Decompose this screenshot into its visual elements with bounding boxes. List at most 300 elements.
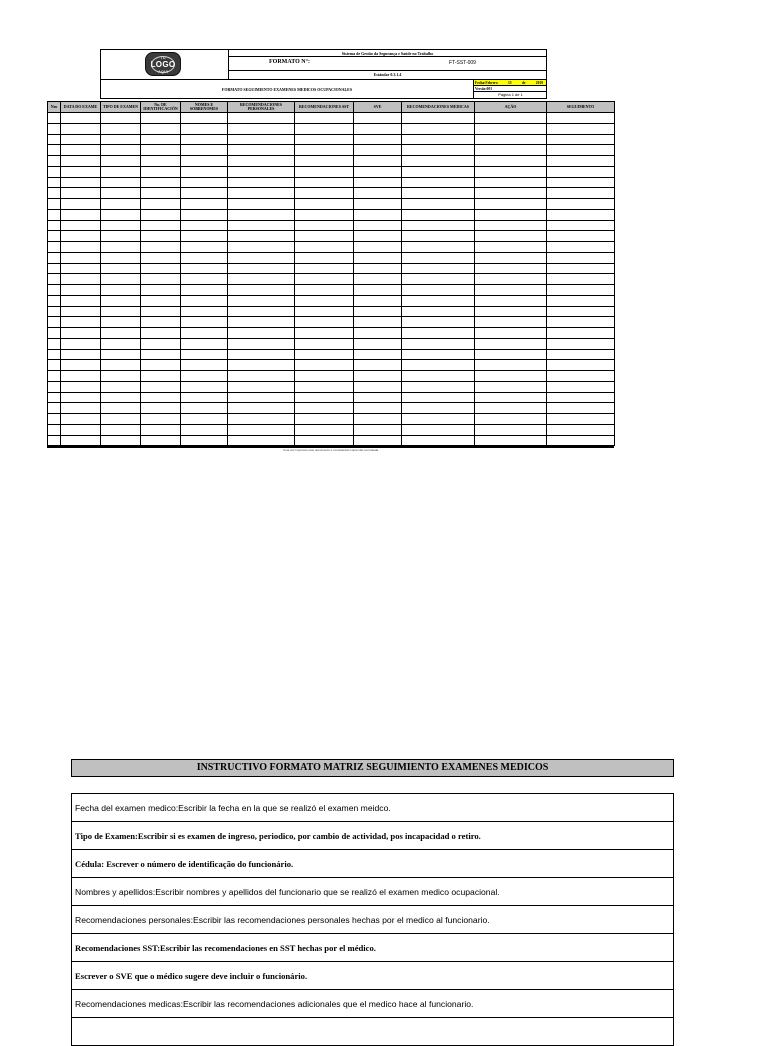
table-cell[interactable] — [101, 209, 141, 220]
table-cell[interactable] — [48, 123, 61, 134]
table-cell[interactable] — [101, 306, 141, 317]
table-cell[interactable] — [354, 414, 402, 425]
table-cell[interactable] — [547, 274, 615, 285]
table-cell[interactable] — [141, 381, 181, 392]
table-cell[interactable] — [228, 166, 295, 177]
table-cell[interactable] — [61, 123, 101, 134]
table-cell[interactable] — [354, 231, 402, 242]
table-cell[interactable] — [295, 199, 354, 210]
table-cell[interactable] — [141, 113, 181, 124]
table-cell[interactable] — [61, 435, 101, 446]
table-cell[interactable] — [61, 209, 101, 220]
table-cell[interactable] — [354, 285, 402, 296]
table-cell[interactable] — [475, 113, 547, 124]
table-cell[interactable] — [48, 209, 61, 220]
table-cell[interactable] — [475, 231, 547, 242]
table-cell[interactable] — [475, 435, 547, 446]
table-cell[interactable] — [141, 134, 181, 145]
table-cell[interactable] — [141, 306, 181, 317]
table-cell[interactable] — [475, 274, 547, 285]
table-cell[interactable] — [295, 156, 354, 167]
table-cell[interactable] — [547, 295, 615, 306]
table-cell[interactable] — [295, 424, 354, 435]
table-cell[interactable] — [101, 338, 141, 349]
table-cell[interactable] — [101, 134, 141, 145]
table-cell[interactable] — [475, 295, 547, 306]
table-cell[interactable] — [475, 145, 547, 156]
table-cell[interactable] — [228, 274, 295, 285]
table-cell[interactable] — [475, 328, 547, 339]
table-cell[interactable] — [141, 435, 181, 446]
table-cell[interactable] — [402, 360, 475, 371]
table-cell[interactable] — [547, 392, 615, 403]
table-cell[interactable] — [48, 414, 61, 425]
table-cell[interactable] — [295, 220, 354, 231]
table-cell[interactable] — [48, 306, 61, 317]
table-cell[interactable] — [61, 177, 101, 188]
table-cell[interactable] — [48, 295, 61, 306]
table-cell[interactable] — [547, 306, 615, 317]
table-cell[interactable] — [354, 381, 402, 392]
table-cell[interactable] — [101, 231, 141, 242]
table-cell[interactable] — [402, 156, 475, 167]
table-cell[interactable] — [475, 177, 547, 188]
table-cell[interactable] — [228, 317, 295, 328]
table-cell[interactable] — [228, 381, 295, 392]
table-cell[interactable] — [48, 145, 61, 156]
table-cell[interactable] — [141, 145, 181, 156]
table-cell[interactable] — [48, 371, 61, 382]
table-cell[interactable] — [228, 295, 295, 306]
table-cell[interactable] — [295, 166, 354, 177]
table-cell[interactable] — [475, 285, 547, 296]
table-cell[interactable] — [48, 231, 61, 242]
table-cell[interactable] — [48, 392, 61, 403]
table-cell[interactable] — [48, 188, 61, 199]
table-cell[interactable] — [402, 199, 475, 210]
table-cell[interactable] — [475, 242, 547, 253]
table-cell[interactable] — [402, 285, 475, 296]
table-cell[interactable] — [295, 274, 354, 285]
table-cell[interactable] — [354, 177, 402, 188]
table-cell[interactable] — [141, 317, 181, 328]
table-cell[interactable] — [228, 371, 295, 382]
table-cell[interactable] — [547, 113, 615, 124]
table-cell[interactable] — [354, 252, 402, 263]
table-cell[interactable] — [141, 414, 181, 425]
table-cell[interactable] — [475, 306, 547, 317]
table-cell[interactable] — [547, 435, 615, 446]
table-cell[interactable] — [141, 285, 181, 296]
table-cell[interactable] — [101, 360, 141, 371]
table-cell[interactable] — [48, 381, 61, 392]
table-cell[interactable] — [48, 199, 61, 210]
table-cell[interactable] — [61, 328, 101, 339]
table-cell[interactable] — [101, 252, 141, 263]
table-cell[interactable] — [181, 414, 228, 425]
table-cell[interactable] — [402, 371, 475, 382]
table-cell[interactable] — [402, 403, 475, 414]
table-cell[interactable] — [402, 338, 475, 349]
table-cell[interactable] — [141, 295, 181, 306]
table-cell[interactable] — [354, 156, 402, 167]
table-cell[interactable] — [547, 242, 615, 253]
table-cell[interactable] — [61, 317, 101, 328]
table-cell[interactable] — [141, 177, 181, 188]
table-cell[interactable] — [228, 338, 295, 349]
table-cell[interactable] — [402, 177, 475, 188]
table-cell[interactable] — [475, 381, 547, 392]
table-cell[interactable] — [101, 123, 141, 134]
table-cell[interactable] — [295, 371, 354, 382]
table-cell[interactable] — [547, 285, 615, 296]
table-cell[interactable] — [228, 263, 295, 274]
table-cell[interactable] — [295, 188, 354, 199]
table-cell[interactable] — [354, 134, 402, 145]
table-cell[interactable] — [101, 392, 141, 403]
table-cell[interactable] — [475, 349, 547, 360]
table-cell[interactable] — [48, 134, 61, 145]
table-cell[interactable] — [228, 134, 295, 145]
table-cell[interactable] — [354, 274, 402, 285]
table-cell[interactable] — [402, 392, 475, 403]
table-cell[interactable] — [295, 242, 354, 253]
table-cell[interactable] — [295, 123, 354, 134]
table-cell[interactable] — [228, 177, 295, 188]
table-cell[interactable] — [181, 263, 228, 274]
table-cell[interactable] — [402, 209, 475, 220]
table-cell[interactable] — [101, 435, 141, 446]
table-cell[interactable] — [295, 414, 354, 425]
table-cell[interactable] — [547, 252, 615, 263]
table-cell[interactable] — [354, 338, 402, 349]
table-cell[interactable] — [181, 220, 228, 231]
table-cell[interactable] — [547, 424, 615, 435]
table-cell[interactable] — [402, 263, 475, 274]
table-cell[interactable] — [141, 252, 181, 263]
table-cell[interactable] — [402, 188, 475, 199]
table-cell[interactable] — [61, 188, 101, 199]
table-cell[interactable] — [354, 360, 402, 371]
table-cell[interactable] — [101, 424, 141, 435]
table-cell[interactable] — [61, 381, 101, 392]
table-cell[interactable] — [181, 424, 228, 435]
table-cell[interactable] — [295, 134, 354, 145]
table-cell[interactable] — [101, 156, 141, 167]
table-cell[interactable] — [61, 113, 101, 124]
table-cell[interactable] — [141, 199, 181, 210]
table-cell[interactable] — [61, 134, 101, 145]
table-cell[interactable] — [228, 123, 295, 134]
table-cell[interactable] — [101, 317, 141, 328]
table-cell[interactable] — [61, 242, 101, 253]
table-cell[interactable] — [547, 338, 615, 349]
table-cell[interactable] — [354, 209, 402, 220]
table-cell[interactable] — [61, 371, 101, 382]
table-cell[interactable] — [181, 360, 228, 371]
table-cell[interactable] — [547, 414, 615, 425]
table-cell[interactable] — [547, 220, 615, 231]
table-cell[interactable] — [547, 209, 615, 220]
table-cell[interactable] — [181, 209, 228, 220]
table-cell[interactable] — [475, 166, 547, 177]
table-cell[interactable] — [295, 435, 354, 446]
table-cell[interactable] — [547, 360, 615, 371]
table-cell[interactable] — [475, 252, 547, 263]
table-cell[interactable] — [48, 285, 61, 296]
table-cell[interactable] — [141, 263, 181, 274]
table-cell[interactable] — [228, 252, 295, 263]
table-cell[interactable] — [141, 338, 181, 349]
table-cell[interactable] — [354, 188, 402, 199]
table-cell[interactable] — [228, 424, 295, 435]
table-cell[interactable] — [61, 295, 101, 306]
table-cell[interactable] — [475, 123, 547, 134]
table-cell[interactable] — [141, 242, 181, 253]
table-cell[interactable] — [402, 145, 475, 156]
table-cell[interactable] — [402, 414, 475, 425]
table-cell[interactable] — [475, 424, 547, 435]
table-cell[interactable] — [181, 156, 228, 167]
table-cell[interactable] — [354, 403, 402, 414]
table-cell[interactable] — [295, 360, 354, 371]
table-cell[interactable] — [475, 156, 547, 167]
table-cell[interactable] — [101, 295, 141, 306]
table-cell[interactable] — [48, 349, 61, 360]
table-cell[interactable] — [228, 145, 295, 156]
table-cell[interactable] — [141, 123, 181, 134]
table-cell[interactable] — [354, 263, 402, 274]
table-cell[interactable] — [61, 424, 101, 435]
table-cell[interactable] — [354, 392, 402, 403]
table-cell[interactable] — [101, 166, 141, 177]
table-cell[interactable] — [547, 349, 615, 360]
table-cell[interactable] — [181, 349, 228, 360]
table-cell[interactable] — [475, 392, 547, 403]
table-cell[interactable] — [101, 285, 141, 296]
table-cell[interactable] — [402, 166, 475, 177]
table-cell[interactable] — [61, 263, 101, 274]
table-cell[interactable] — [354, 199, 402, 210]
table-cell[interactable] — [48, 113, 61, 124]
table-cell[interactable] — [547, 145, 615, 156]
table-cell[interactable] — [295, 349, 354, 360]
table-cell[interactable] — [295, 317, 354, 328]
table-cell[interactable] — [547, 371, 615, 382]
table-cell[interactable] — [141, 188, 181, 199]
table-cell[interactable] — [295, 285, 354, 296]
table-cell[interactable] — [101, 328, 141, 339]
table-cell[interactable] — [228, 220, 295, 231]
table-cell[interactable] — [228, 435, 295, 446]
table-cell[interactable] — [228, 328, 295, 339]
table-cell[interactable] — [547, 188, 615, 199]
table-cell[interactable] — [61, 306, 101, 317]
table-cell[interactable] — [101, 381, 141, 392]
table-cell[interactable] — [547, 134, 615, 145]
table-cell[interactable] — [295, 328, 354, 339]
table-cell[interactable] — [61, 220, 101, 231]
table-cell[interactable] — [181, 242, 228, 253]
table-cell[interactable] — [402, 317, 475, 328]
table-cell[interactable] — [181, 392, 228, 403]
table-cell[interactable] — [228, 231, 295, 242]
table-cell[interactable] — [181, 295, 228, 306]
table-cell[interactable] — [475, 199, 547, 210]
table-cell[interactable] — [295, 113, 354, 124]
table-cell[interactable] — [101, 177, 141, 188]
table-cell[interactable] — [354, 328, 402, 339]
table-cell[interactable] — [141, 156, 181, 167]
table-cell[interactable] — [48, 166, 61, 177]
table-cell[interactable] — [295, 295, 354, 306]
table-cell[interactable] — [61, 285, 101, 296]
table-cell[interactable] — [547, 199, 615, 210]
table-cell[interactable] — [547, 123, 615, 134]
table-cell[interactable] — [547, 177, 615, 188]
table-cell[interactable] — [48, 177, 61, 188]
table-cell[interactable] — [295, 306, 354, 317]
table-cell[interactable] — [141, 209, 181, 220]
table-cell[interactable] — [402, 295, 475, 306]
table-cell[interactable] — [48, 403, 61, 414]
table-cell[interactable] — [295, 381, 354, 392]
table-cell[interactable] — [228, 199, 295, 210]
table-cell[interactable] — [475, 263, 547, 274]
table-cell[interactable] — [402, 231, 475, 242]
table-cell[interactable] — [48, 317, 61, 328]
table-cell[interactable] — [475, 414, 547, 425]
table-cell[interactable] — [61, 414, 101, 425]
table-cell[interactable] — [354, 306, 402, 317]
table-cell[interactable] — [295, 263, 354, 274]
table-cell[interactable] — [295, 177, 354, 188]
table-cell[interactable] — [61, 392, 101, 403]
table-cell[interactable] — [141, 424, 181, 435]
table-cell[interactable] — [48, 338, 61, 349]
table-cell[interactable] — [547, 317, 615, 328]
table-cell[interactable] — [354, 349, 402, 360]
table-cell[interactable] — [181, 317, 228, 328]
table-cell[interactable] — [48, 328, 61, 339]
table-cell[interactable] — [295, 252, 354, 263]
table-cell[interactable] — [101, 145, 141, 156]
table-cell[interactable] — [101, 199, 141, 210]
table-cell[interactable] — [402, 220, 475, 231]
table-cell[interactable] — [228, 156, 295, 167]
table-cell[interactable] — [295, 209, 354, 220]
table-cell[interactable] — [101, 188, 141, 199]
table-cell[interactable] — [141, 166, 181, 177]
table-cell[interactable] — [141, 349, 181, 360]
table-cell[interactable] — [228, 414, 295, 425]
table-cell[interactable] — [295, 392, 354, 403]
table-cell[interactable] — [181, 166, 228, 177]
table-cell[interactable] — [475, 317, 547, 328]
table-cell[interactable] — [61, 360, 101, 371]
table-cell[interactable] — [101, 263, 141, 274]
table-cell[interactable] — [181, 145, 228, 156]
table-cell[interactable] — [295, 403, 354, 414]
table-cell[interactable] — [141, 360, 181, 371]
table-cell[interactable] — [181, 134, 228, 145]
table-cell[interactable] — [61, 403, 101, 414]
table-cell[interactable] — [402, 134, 475, 145]
table-cell[interactable] — [402, 328, 475, 339]
table-cell[interactable] — [181, 231, 228, 242]
table-cell[interactable] — [547, 403, 615, 414]
table-cell[interactable] — [181, 188, 228, 199]
table-cell[interactable] — [475, 360, 547, 371]
table-cell[interactable] — [101, 113, 141, 124]
table-cell[interactable] — [228, 392, 295, 403]
table-cell[interactable] — [101, 349, 141, 360]
table-cell[interactable] — [475, 371, 547, 382]
table-cell[interactable] — [475, 188, 547, 199]
table-cell[interactable] — [402, 349, 475, 360]
table-cell[interactable] — [141, 328, 181, 339]
table-cell[interactable] — [354, 145, 402, 156]
table-cell[interactable] — [402, 435, 475, 446]
table-cell[interactable] — [48, 263, 61, 274]
table-cell[interactable] — [354, 242, 402, 253]
table-cell[interactable] — [354, 435, 402, 446]
table-cell[interactable] — [48, 360, 61, 371]
table-cell[interactable] — [181, 371, 228, 382]
table-cell[interactable] — [354, 371, 402, 382]
table-cell[interactable] — [547, 263, 615, 274]
table-cell[interactable] — [402, 123, 475, 134]
table-cell[interactable] — [354, 317, 402, 328]
table-cell[interactable] — [181, 435, 228, 446]
table-cell[interactable] — [101, 371, 141, 382]
table-cell[interactable] — [228, 188, 295, 199]
table-cell[interactable] — [475, 134, 547, 145]
table-cell[interactable] — [61, 252, 101, 263]
table-cell[interactable] — [101, 414, 141, 425]
table-cell[interactable] — [181, 252, 228, 263]
table-cell[interactable] — [228, 403, 295, 414]
table-cell[interactable] — [228, 242, 295, 253]
table-cell[interactable] — [141, 371, 181, 382]
table-cell[interactable] — [181, 113, 228, 124]
table-cell[interactable] — [61, 349, 101, 360]
table-cell[interactable] — [181, 274, 228, 285]
table-cell[interactable] — [547, 328, 615, 339]
table-cell[interactable] — [354, 424, 402, 435]
table-cell[interactable] — [101, 274, 141, 285]
table-cell[interactable] — [61, 166, 101, 177]
table-cell[interactable] — [48, 242, 61, 253]
table-cell[interactable] — [228, 306, 295, 317]
table-cell[interactable] — [48, 424, 61, 435]
table-cell[interactable] — [402, 424, 475, 435]
table-cell[interactable] — [101, 403, 141, 414]
table-cell[interactable] — [402, 274, 475, 285]
table-cell[interactable] — [295, 338, 354, 349]
table-cell[interactable] — [354, 113, 402, 124]
table-cell[interactable] — [181, 328, 228, 339]
table-cell[interactable] — [475, 220, 547, 231]
table-cell[interactable] — [48, 252, 61, 263]
table-cell[interactable] — [547, 381, 615, 392]
table-cell[interactable] — [228, 113, 295, 124]
table-cell[interactable] — [61, 338, 101, 349]
table-cell[interactable] — [228, 209, 295, 220]
table-cell[interactable] — [61, 231, 101, 242]
table-cell[interactable] — [141, 220, 181, 231]
table-cell[interactable] — [354, 166, 402, 177]
